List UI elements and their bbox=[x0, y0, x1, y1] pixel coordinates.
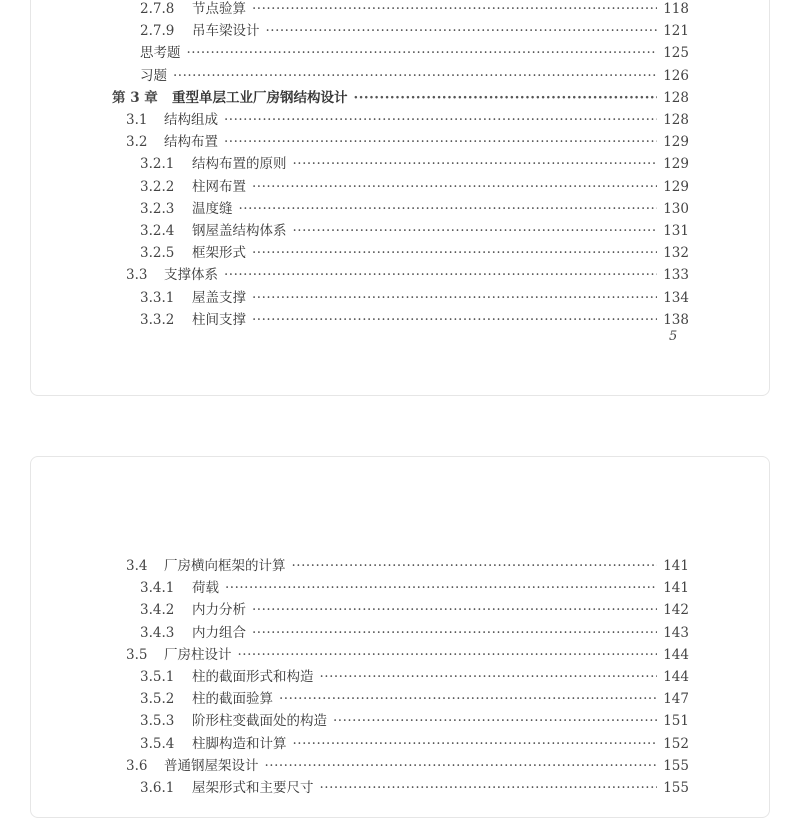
toc-leader-dots bbox=[293, 221, 658, 241]
toc-entry-number: 3.2.3 bbox=[140, 200, 175, 217]
toc-entry[interactable] bbox=[31, 243, 769, 263]
toc-leader-dots bbox=[224, 132, 657, 152]
toc-entry-number: 3.3 bbox=[126, 267, 148, 284]
toc-entry-number: 3.2 bbox=[126, 134, 148, 151]
toc-entry[interactable] bbox=[31, 288, 769, 308]
toc-entry-title: 习题 bbox=[140, 67, 167, 84]
toc-leader-dots bbox=[320, 667, 658, 687]
toc-entry-title: 结构布置的原则 bbox=[192, 156, 287, 173]
toc-entry-title: 框架形式 bbox=[192, 245, 246, 262]
toc-entry-title: 结构组成 bbox=[164, 112, 218, 128]
toc-leader-dots bbox=[252, 0, 657, 19]
toc-entry-title: 柱脚构造和计算 bbox=[192, 735, 287, 752]
toc-entry-number: 3.5.1 bbox=[140, 669, 175, 685]
toc-entry-page: 144 bbox=[663, 646, 689, 663]
document-page-1 bbox=[30, 0, 770, 396]
toc-entry-title: 屋架形式和主要尺寸 bbox=[192, 780, 314, 796]
toc-leader-dots bbox=[238, 645, 658, 665]
toc-entry-number: 3.2.4 bbox=[140, 223, 175, 239]
toc-entry-number: 3.4 bbox=[126, 558, 148, 574]
toc-entry-page: 132 bbox=[663, 245, 689, 262]
toc-entry[interactable] bbox=[31, 265, 769, 285]
toc-chapter-entry[interactable] bbox=[31, 88, 769, 108]
toc-leader-dots bbox=[293, 154, 658, 174]
toc-entry-page: 142 bbox=[663, 602, 689, 619]
toc-entry-number: 3.4.1 bbox=[140, 580, 175, 597]
toc-entry-number: 3.5 bbox=[126, 646, 148, 663]
toc-entry-number: 第 3 章 bbox=[112, 89, 158, 106]
toc-entry-title: 温度缝 bbox=[192, 200, 233, 217]
toc-entry[interactable] bbox=[31, 778, 769, 798]
toc-entry-number: 3.6.1 bbox=[140, 780, 175, 796]
toc-entry-number: 3.2.5 bbox=[140, 245, 175, 262]
toc-entry-number: 3.3.2 bbox=[140, 311, 175, 328]
toc-entry[interactable] bbox=[31, 221, 769, 241]
toc-entry-number: 2.7.9 bbox=[140, 23, 175, 40]
toc-entry[interactable] bbox=[31, 600, 769, 620]
toc-entry[interactable] bbox=[31, 645, 769, 665]
toc-leader-dots bbox=[252, 600, 657, 620]
toc-entry[interactable] bbox=[31, 689, 769, 709]
toc-entry-title: 内力组合 bbox=[192, 624, 246, 641]
toc-entry-page: 134 bbox=[663, 289, 689, 306]
toc-entry-title: 阶形柱变截面处的构造 bbox=[192, 713, 327, 730]
toc-entry-number: 2.7.8 bbox=[140, 1, 175, 17]
toc-entry-title: 厂房柱设计 bbox=[164, 646, 232, 663]
toc-entry-title: 结构布置 bbox=[164, 134, 218, 151]
toc-entry-title: 内力分析 bbox=[192, 602, 246, 619]
toc-entry-title: 节点验算 bbox=[192, 1, 246, 17]
toc-entry-title: 支撑体系 bbox=[164, 267, 218, 284]
toc-entry-page: 141 bbox=[663, 580, 689, 597]
toc-entry-number: 3.4.2 bbox=[140, 602, 175, 619]
toc-entry[interactable] bbox=[31, 43, 769, 63]
toc-entry-number: 3.6 bbox=[126, 757, 148, 774]
toc-entry-page: 118 bbox=[663, 1, 689, 17]
toc-leader-dots bbox=[320, 778, 658, 798]
toc-entry-number: 3.5.4 bbox=[140, 735, 175, 752]
toc-entry-page: 129 bbox=[663, 134, 689, 151]
toc-entry-title: 荷载 bbox=[192, 580, 219, 597]
toc-entry[interactable] bbox=[31, 110, 769, 130]
toc-entry[interactable] bbox=[31, 756, 769, 776]
toc-entry-page: 147 bbox=[663, 691, 689, 708]
toc-entry-page: 155 bbox=[663, 757, 689, 774]
toc-entry[interactable] bbox=[31, 0, 769, 19]
toc-leader-dots bbox=[252, 623, 657, 643]
toc-entry-title: 吊车梁设计 bbox=[192, 23, 260, 40]
toc-entry[interactable] bbox=[31, 578, 769, 598]
toc-entry-page: 130 bbox=[663, 200, 689, 217]
toc-entry-number: 3.5.2 bbox=[140, 691, 175, 708]
toc-leader-dots bbox=[252, 310, 657, 330]
toc-entry-title: 普通钢屋架设计 bbox=[164, 757, 259, 774]
toc-entry[interactable] bbox=[31, 154, 769, 174]
toc-entry[interactable] bbox=[31, 623, 769, 643]
toc-entry-title: 屋盖支撑 bbox=[192, 289, 246, 306]
toc-leader-dots bbox=[173, 66, 657, 86]
toc-leader-dots bbox=[239, 199, 658, 219]
toc-entry-number: 3.4.3 bbox=[140, 624, 175, 641]
toc-entry-title: 柱网布置 bbox=[192, 178, 246, 195]
toc-entry-title: 思考题 bbox=[140, 45, 181, 62]
toc-entry-page: 144 bbox=[663, 669, 689, 685]
toc-leader-dots bbox=[225, 578, 657, 598]
toc-entry-page: 121 bbox=[663, 23, 689, 40]
toc-entry[interactable] bbox=[31, 556, 769, 576]
toc-entry-number: 3.2.2 bbox=[140, 178, 175, 195]
toc-entry[interactable] bbox=[31, 21, 769, 41]
toc-entry[interactable] bbox=[31, 310, 769, 330]
toc-leader-dots bbox=[266, 21, 658, 41]
toc-leader-dots bbox=[224, 110, 657, 130]
toc-entry-page: 129 bbox=[663, 178, 689, 195]
toc-entry[interactable] bbox=[31, 199, 769, 219]
toc-entry-page: 151 bbox=[663, 713, 689, 730]
toc-entry[interactable] bbox=[31, 66, 769, 86]
toc-entry-page: 141 bbox=[663, 558, 689, 574]
toc-leader-dots bbox=[252, 243, 657, 263]
toc-entry[interactable] bbox=[31, 734, 769, 754]
toc-entry-title: 钢屋盖结构体系 bbox=[192, 223, 287, 239]
toc-leader-dots bbox=[252, 288, 657, 308]
toc-leader-dots bbox=[293, 734, 658, 754]
toc-leader-dots bbox=[354, 88, 658, 108]
toc-entry[interactable] bbox=[31, 132, 769, 152]
toc-entry-number: 3.1 bbox=[126, 112, 148, 128]
toc-entry-number: 3.5.3 bbox=[140, 713, 175, 730]
toc-entry-title: 柱的截面验算 bbox=[192, 691, 273, 708]
toc-leader-dots bbox=[252, 177, 657, 197]
toc-entry-title: 重型单层工业厂房钢结构设计 bbox=[172, 89, 348, 106]
toc-leader-dots bbox=[292, 556, 658, 576]
toc-entry[interactable] bbox=[31, 177, 769, 197]
toc-entry-page: 131 bbox=[663, 223, 689, 239]
toc-leader-dots bbox=[187, 43, 658, 63]
toc-leader-dots bbox=[224, 265, 657, 285]
toc-entry-page: 125 bbox=[663, 45, 689, 62]
toc-entry-page: 128 bbox=[663, 112, 689, 128]
toc-entry[interactable] bbox=[31, 667, 769, 687]
document-page-2 bbox=[30, 456, 770, 818]
toc-leader-dots bbox=[279, 689, 657, 709]
toc-entry-page: 133 bbox=[663, 267, 689, 284]
toc-entry-title: 柱间支撑 bbox=[192, 311, 246, 328]
toc-entry-page: 152 bbox=[663, 735, 689, 752]
toc-leader-dots bbox=[333, 711, 657, 731]
toc-leader-dots bbox=[265, 756, 658, 776]
toc-entry[interactable] bbox=[31, 711, 769, 731]
toc-entry-page: 128 bbox=[663, 89, 689, 106]
toc-entry-page: 126 bbox=[663, 67, 689, 84]
toc-entry-page: 129 bbox=[663, 156, 689, 173]
toc-entry-page: 138 bbox=[663, 311, 689, 328]
toc-entry-page: 143 bbox=[663, 624, 689, 641]
toc-entry-page: 155 bbox=[663, 780, 689, 796]
toc-entry-number: 3.2.1 bbox=[140, 156, 175, 173]
toc-entry-title: 厂房横向框架的计算 bbox=[164, 558, 286, 574]
toc-entry-number: 3.3.1 bbox=[140, 289, 175, 306]
page-number: 5 bbox=[669, 329, 678, 344]
toc-entry-title: 柱的截面形式和构造 bbox=[192, 669, 314, 685]
